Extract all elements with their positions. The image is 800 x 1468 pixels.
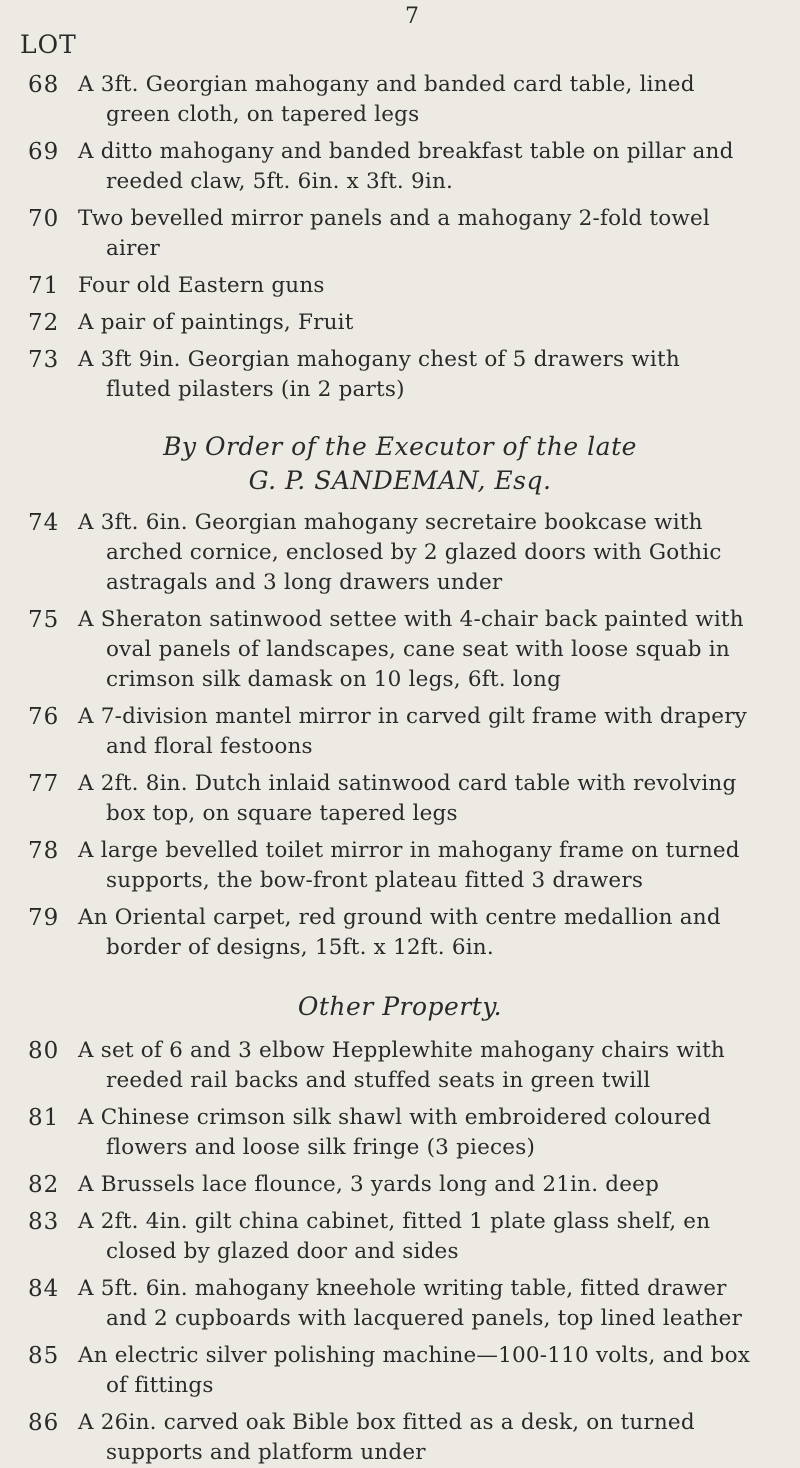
lot-number: 82 xyxy=(28,1172,60,1198)
lot-description-line: A 3ft 9in. Georgian mahogany chest of 5 drawers with xyxy=(78,347,680,372)
lot-description-line: arched cornice, enclosed by 2 glazed doors with Gothic xyxy=(106,540,722,565)
lot-description xyxy=(78,1170,793,1200)
lot-number: 76 xyxy=(28,704,60,730)
lot-description xyxy=(78,1341,793,1401)
lot-description xyxy=(78,1036,793,1096)
lot-description-line: reeded rail backs and stuffed seats in green twill xyxy=(106,1068,651,1093)
lot-number: 71 xyxy=(28,273,60,299)
lot-description-line: oval panels of landscapes, cane seat with loose squab in xyxy=(106,637,730,662)
lot-description xyxy=(78,1207,793,1267)
lot-description xyxy=(78,1408,793,1468)
lot-description-line: A 3ft. Georgian mahogany and banded card table, lined xyxy=(78,72,695,97)
lot-number: 83 xyxy=(28,1209,60,1235)
lot-description xyxy=(78,769,793,829)
lot-description-line: and 2 cupboards with lacquered panels, top lined leather xyxy=(106,1306,743,1331)
lot-description-line: airer xyxy=(106,236,160,261)
lot-description-line: supports, the bow-front plateau fitted 3 drawers xyxy=(106,868,644,893)
lot-description xyxy=(78,1103,793,1163)
lot-description-line: astragals and 3 long drawers under xyxy=(106,570,503,595)
lot-description xyxy=(78,204,793,264)
lot-description-line: Two bevelled mirror panels and a mahogany 2-fold towel xyxy=(78,206,710,231)
lot-number: 78 xyxy=(28,838,60,864)
lot-description xyxy=(78,508,793,598)
lot-description-line: A Brussels lace flounce, 3 yards long and 21in. deep xyxy=(78,1172,660,1197)
lot-description-line: flowers and loose silk fringe (3 pieces) xyxy=(106,1135,536,1160)
lot-description xyxy=(78,70,793,130)
lot-description-line: of fittings xyxy=(106,1373,214,1398)
lot-description xyxy=(78,903,793,963)
lot-number: 72 xyxy=(28,310,60,336)
lot-number: 77 xyxy=(28,771,60,797)
lot-number: 68 xyxy=(28,72,60,98)
lot-description-line: A 7-division mantel mirror in carved gilt frame with drapery xyxy=(78,704,748,729)
lot-description-line: reeded claw, 5ft. 6in. x 3ft. 9in. xyxy=(106,169,454,194)
lot-description xyxy=(78,605,793,695)
lot-description-line: A large bevelled toilet mirror in mahogany frame on turned xyxy=(78,838,740,863)
section-heading-other: Other Property. xyxy=(297,992,503,1021)
lot-description xyxy=(78,345,793,405)
lot-description-line: A Sheraton satinwood settee with 4-chair back painted with xyxy=(78,607,744,632)
lot-number: 70 xyxy=(28,206,60,232)
lot-description-line: A Chinese crimson silk shawl with embroidered coloured xyxy=(78,1105,712,1130)
lot-description-line: crimson silk damask on 10 legs, 6ft. long xyxy=(106,667,562,692)
lot-description xyxy=(78,702,793,762)
lot-description-line: box top, on square tapered legs xyxy=(106,801,458,826)
lot-description-line: supports and platform under xyxy=(106,1440,426,1465)
lot-number: 85 xyxy=(28,1343,60,1369)
lot-description-line: An Oriental carpet, red ground with centre medallion and xyxy=(78,905,721,930)
lot-number: 81 xyxy=(28,1105,60,1131)
lot-number: 80 xyxy=(28,1038,60,1064)
lot-description-line: An electric silver polishing machine—100-110 volts, and box xyxy=(78,1343,751,1368)
lot-description-line: closed by glazed door and sides xyxy=(106,1239,459,1264)
lot-description-line: border of designs, 15ft. x 12ft. 6in. xyxy=(106,935,494,960)
lot-column-header: LOT xyxy=(20,30,77,59)
lot-number: 69 xyxy=(28,139,60,165)
lot-number: 84 xyxy=(28,1276,60,1302)
lot-number: 73 xyxy=(28,347,60,373)
lot-description xyxy=(78,271,793,301)
lot-description xyxy=(78,137,793,197)
lot-description-line: A set of 6 and 3 elbow Hepplewhite mahogany chairs with xyxy=(78,1038,725,1063)
lot-description-line: A pair of paintings, Fruit xyxy=(78,310,354,335)
section-heading: By Order of the Executor of the late xyxy=(163,432,637,461)
lot-description-line: A 26in. carved oak Bible box fitted as a desk, on turned xyxy=(78,1410,695,1435)
section-heading-name: G. P. SANDEMAN, Esq. xyxy=(248,466,552,495)
lot-description-line: A 3ft. 6in. Georgian mahogany secretaire bookcase with xyxy=(78,510,703,535)
lot-number: 86 xyxy=(28,1410,60,1436)
lot-description-line: fluted pilasters (in 2 parts) xyxy=(106,377,405,402)
lot-description-line: A 5ft. 6in. mahogany kneehole writing table, fitted drawer xyxy=(78,1276,727,1301)
lot-description-line: A 2ft. 4in. gilt china cabinet, fitted 1 plate glass shelf, en xyxy=(78,1209,711,1234)
lot-description-line: Four old Eastern guns xyxy=(78,273,325,298)
lot-number: 79 xyxy=(28,905,60,931)
lot-description xyxy=(78,308,793,338)
lot-number: 75 xyxy=(28,607,60,633)
lot-description-line: A ditto mahogany and banded breakfast table on pillar and xyxy=(78,139,734,164)
lot-description xyxy=(78,1274,793,1334)
lot-number: 74 xyxy=(28,510,60,536)
lot-description-line: green cloth, on tapered legs xyxy=(106,102,420,127)
page-number: 7 xyxy=(405,4,419,29)
lot-description-line: and floral festoons xyxy=(106,734,313,759)
lot-description-line: A 2ft. 8in. Dutch inlaid satinwood card table with revolving xyxy=(78,771,737,796)
lot-description xyxy=(78,836,793,896)
